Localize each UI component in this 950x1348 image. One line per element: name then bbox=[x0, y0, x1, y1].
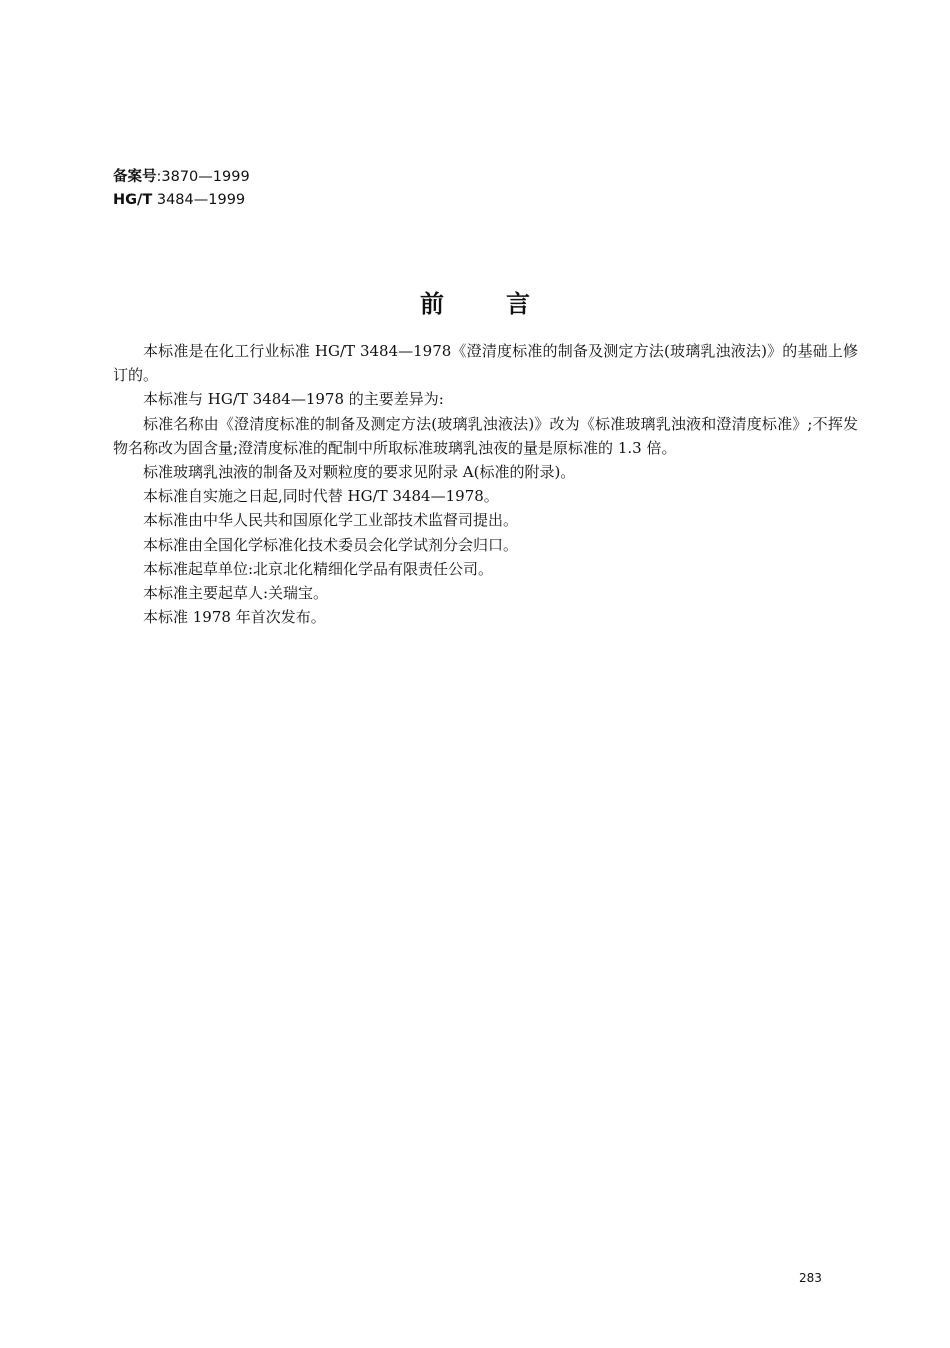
page-title: 前言 bbox=[420, 289, 592, 318]
paragraph: 本标准与 HG/T 3484—1978 的主要差异为: bbox=[143, 390, 444, 409]
paragraph: 标准名称由《澄清度标准的制备及测定方法(玻璃乳浊液法)》改为《标准玻璃乳浊液和澄清度标准》;不挥发物名称改为固含量;澄清度标准的配制中所取标准玻璃乳浊夜的量是原标准的 1.3 倍。 bbox=[113, 414, 858, 457]
paragraph: 本标准主要起草人:关瑞宝。 bbox=[143, 584, 329, 603]
filing-number bbox=[113, 166, 250, 189]
paragraph: 本标准 1978 年首次发布。 bbox=[143, 608, 326, 627]
document-header bbox=[113, 166, 250, 212]
page-number: 283 bbox=[799, 1271, 822, 1285]
paragraph: 本标准是在化工行业标准 HG/T 3484—1978《澄清度标准的制备及测定方法(玻璃乳浊液法)》的基础上修订的。 bbox=[113, 342, 858, 385]
paragraph: 本标准由中华人民共和国原化学工业部技术监督司提出。 bbox=[143, 511, 519, 530]
standard-prefix: HG/T bbox=[113, 192, 153, 208]
standard-value: 3484—1999 bbox=[152, 192, 246, 208]
standard-number bbox=[113, 189, 250, 212]
paragraph: 本标准自实施之日起,同时代替 HG/T 3484—1978。 bbox=[143, 487, 499, 506]
paragraph: 标准玻璃乳浊液的制备及对颗粒度的要求见附录 A(标准的附录)。 bbox=[143, 463, 576, 482]
foreword-body bbox=[113, 339, 858, 629]
paragraph: 本标准起草单位:北京北化精细化学品有限责任公司。 bbox=[143, 559, 494, 578]
filing-label: 备案号 bbox=[113, 169, 157, 185]
paragraph: 本标准由全国化学标准化技术委员会化学试剂分会归口。 bbox=[143, 535, 519, 554]
filing-value: :3870—1999 bbox=[156, 169, 250, 185]
